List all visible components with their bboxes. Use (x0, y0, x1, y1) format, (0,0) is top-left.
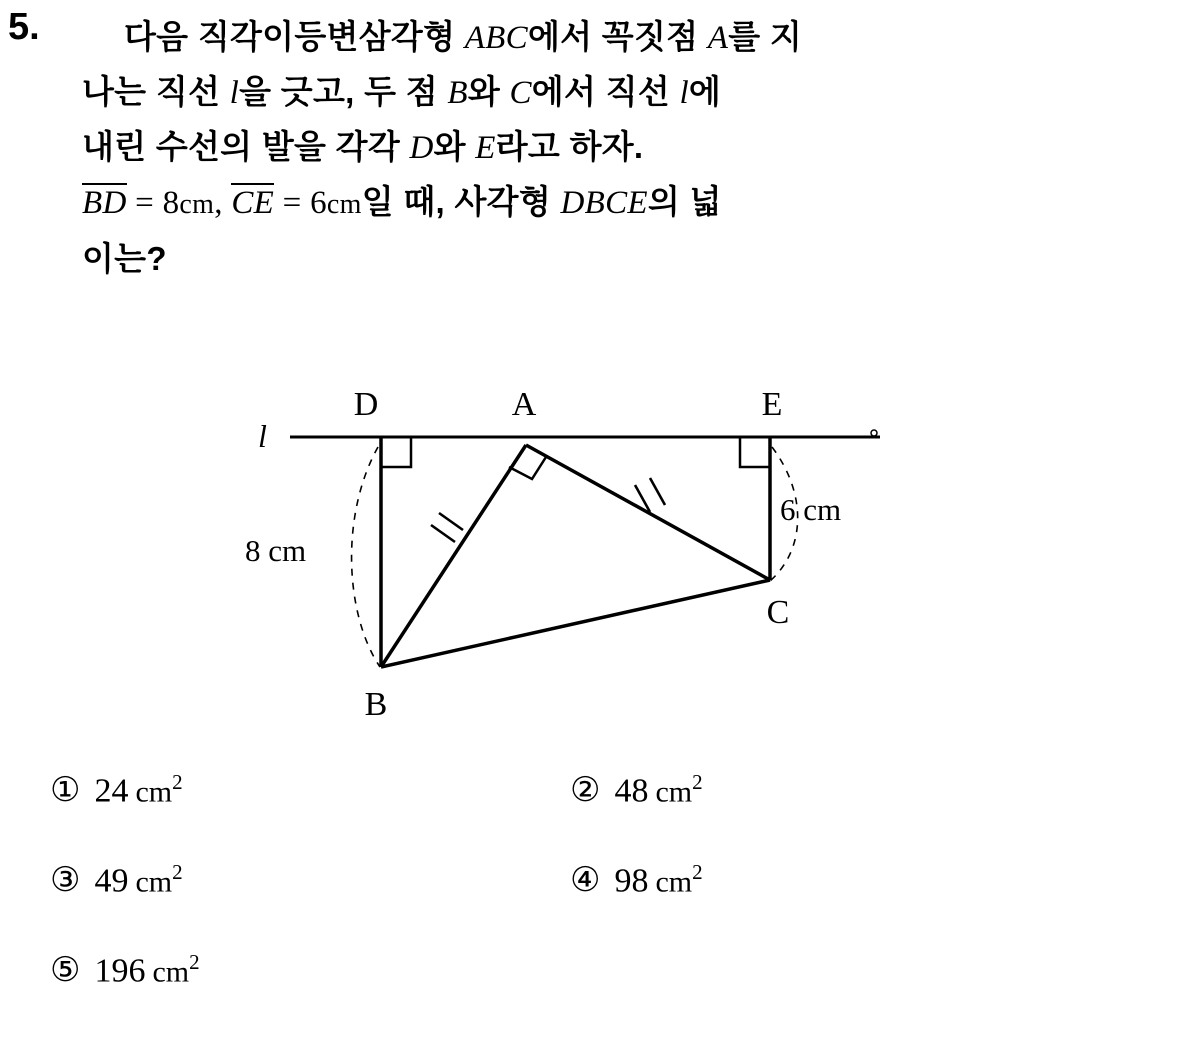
label-line-l: l (258, 418, 267, 454)
korean-text: 에서 꼭짓점 (527, 18, 708, 55)
korean-text: 라고 하자. (495, 128, 644, 165)
overline-segment: CE (231, 185, 275, 221)
math-italic: l (679, 75, 689, 111)
choice-3-unit: cm (135, 865, 173, 899)
korean-text: 의 넓 (647, 183, 722, 220)
choice-2-unit: cm (655, 775, 693, 809)
label-B: B (364, 686, 388, 723)
choice-3-value: 49 (94, 862, 129, 900)
choice-1[interactable] (50, 770, 183, 810)
choice-row-2 (0, 860, 1182, 950)
korean-text: 와 (433, 128, 476, 165)
tick-marks-AB (431, 513, 463, 542)
choice-4[interactable] (570, 860, 703, 900)
choice-row-3 (0, 950, 1182, 1040)
math-italic: ABC (464, 20, 528, 56)
choice-4-marker: ④ (570, 862, 601, 900)
choice-1-unit: cm (135, 775, 173, 809)
korean-text: 나는 직선 (82, 73, 230, 110)
korean-text: 일 때, 사각형 (361, 183, 561, 220)
question-line-4 (82, 175, 1152, 232)
math-italic: B (447, 75, 468, 111)
math-number: = 6 (274, 185, 327, 221)
korean-text: 내린 수선의 발을 각각 (82, 128, 410, 165)
question-line-1 (82, 10, 1152, 65)
math-unit: cm (326, 189, 362, 220)
choice-3-exponent: 2 (172, 860, 183, 884)
math-italic: DBCE (560, 185, 648, 221)
answer-choices (0, 770, 1182, 1040)
choice-4-value: 98 (614, 862, 649, 900)
choice-5[interactable] (50, 950, 200, 990)
math-unit: cm (179, 189, 215, 220)
label-length-BD: 8 cm (245, 533, 307, 568)
math-italic: D (409, 130, 434, 166)
korean-text: 다음 직각이등변삼각형 (124, 18, 465, 55)
korean-text: 을 긋고, 두 점 (239, 73, 448, 110)
math-italic: A (707, 20, 729, 56)
korean-text: 이는? (82, 240, 167, 277)
geometry-figure (180, 375, 940, 745)
right-angle-E (740, 437, 770, 467)
label-C: C (766, 594, 790, 631)
korean-text: 에 (688, 73, 722, 110)
segment-AB (381, 445, 526, 667)
label-D: D (353, 386, 379, 423)
choice-row-1 (0, 770, 1182, 860)
choice-3-marker: ③ (50, 862, 81, 900)
choice-3[interactable] (50, 860, 183, 900)
choice-5-exponent: 2 (189, 950, 200, 974)
choice-5-marker: ⑤ (50, 952, 81, 990)
question-text (82, 10, 1152, 286)
line-l-endpoint (871, 430, 877, 436)
choice-2-exponent: 2 (692, 770, 703, 794)
math-italic: E (475, 130, 496, 166)
arc-BD (352, 447, 380, 667)
math-number: , (214, 185, 232, 221)
math-number: = 8 (126, 185, 180, 221)
choice-5-value: 196 (94, 952, 146, 990)
choice-1-exponent: 2 (172, 770, 183, 794)
question-number: 5. (8, 6, 40, 48)
choice-5-unit: cm (152, 955, 190, 989)
question-line-2 (82, 65, 1152, 120)
choice-4-exponent: 2 (692, 860, 703, 884)
choice-1-marker: ① (50, 772, 81, 810)
choice-1-value: 24 (94, 772, 129, 810)
korean-text: 에서 직선 (531, 73, 680, 110)
label-length-CE: 6 cm (780, 492, 842, 527)
label-E: E (761, 386, 783, 423)
segment-BC (381, 580, 770, 667)
overline-segment: BD (82, 185, 127, 221)
math-italic: C (509, 75, 532, 111)
choice-2-marker: ② (570, 772, 601, 810)
korean-text: 와 (467, 73, 510, 110)
korean-text: 를 지 (728, 18, 803, 55)
question-line-5 (82, 232, 1152, 286)
math-italic: l (229, 75, 240, 111)
question-line-3 (82, 120, 1152, 175)
label-A: A (511, 386, 537, 423)
choice-2-value: 48 (614, 772, 649, 810)
segment-AC (526, 445, 770, 580)
choice-2[interactable] (570, 770, 703, 810)
right-angle-D (381, 437, 411, 467)
choice-4-unit: cm (655, 865, 693, 899)
